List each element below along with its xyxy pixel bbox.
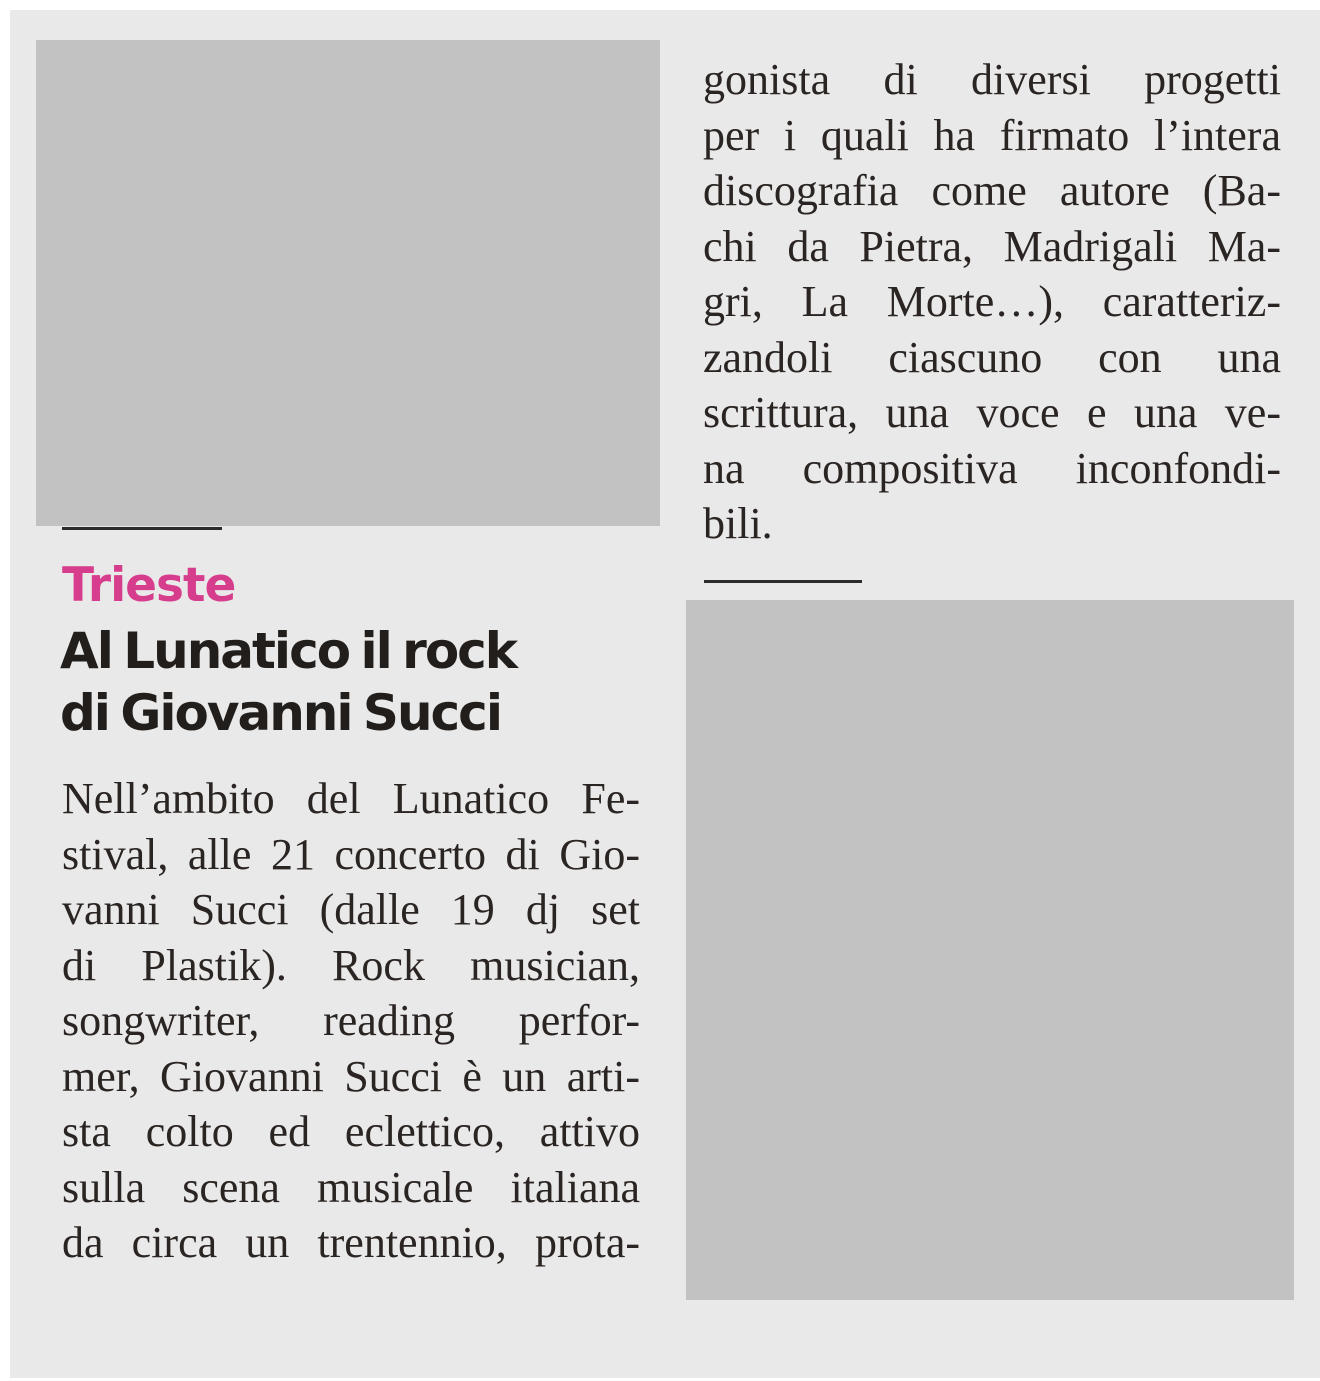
body-line: mer, Giovanni Succi è un arti- [62,1051,640,1101]
body-line: gonista di diversi progetti [703,55,1281,104]
article-body-column-2 [703,52,1281,552]
body-line: discografia come autore (Ba- [703,166,1281,215]
body-line: per i quali ha firmato l’intera [703,110,1281,160]
body-line: scrittura, una voce e una ve- [703,388,1281,437]
headline-line: di Giovanni Succi [60,684,501,742]
body-line: Nell’ambito del Lunatico Fe- [62,774,640,823]
separator-rule [704,580,862,583]
article-body-column-1 [62,771,640,1271]
article-kicker-location: Trieste [62,558,236,613]
body-line: da circa un trentennio, prota- [62,1218,640,1267]
body-line: songwriter, reading perfor- [62,996,640,1045]
body-line: gri, La Morte…), caratteriz- [703,277,1281,326]
body-line: sulla scena musicale italiana [62,1162,640,1212]
article-photo-bottom [686,600,1294,1300]
article-photo-top [36,40,660,526]
separator-rule [62,527,222,530]
body-line: zandoli ciascuno con una [703,332,1281,382]
headline-line: Al Lunatico il rock [60,622,517,680]
body-line: di Plastik). Rock musician, [62,940,640,990]
body-line: na compositiva inconfondi- [703,443,1281,493]
news-clipping [10,10,1320,1378]
body-line: stival, alle 21 concerto di Gio- [62,829,640,879]
body-line: sta colto ed eclettico, attivo [62,1107,640,1156]
body-line: bili. [703,499,773,548]
article-headline [60,620,620,744]
body-line: vanni Succi (dalle 19 dj set [62,885,640,934]
body-line: chi da Pietra, Madrigali Ma- [703,221,1281,271]
